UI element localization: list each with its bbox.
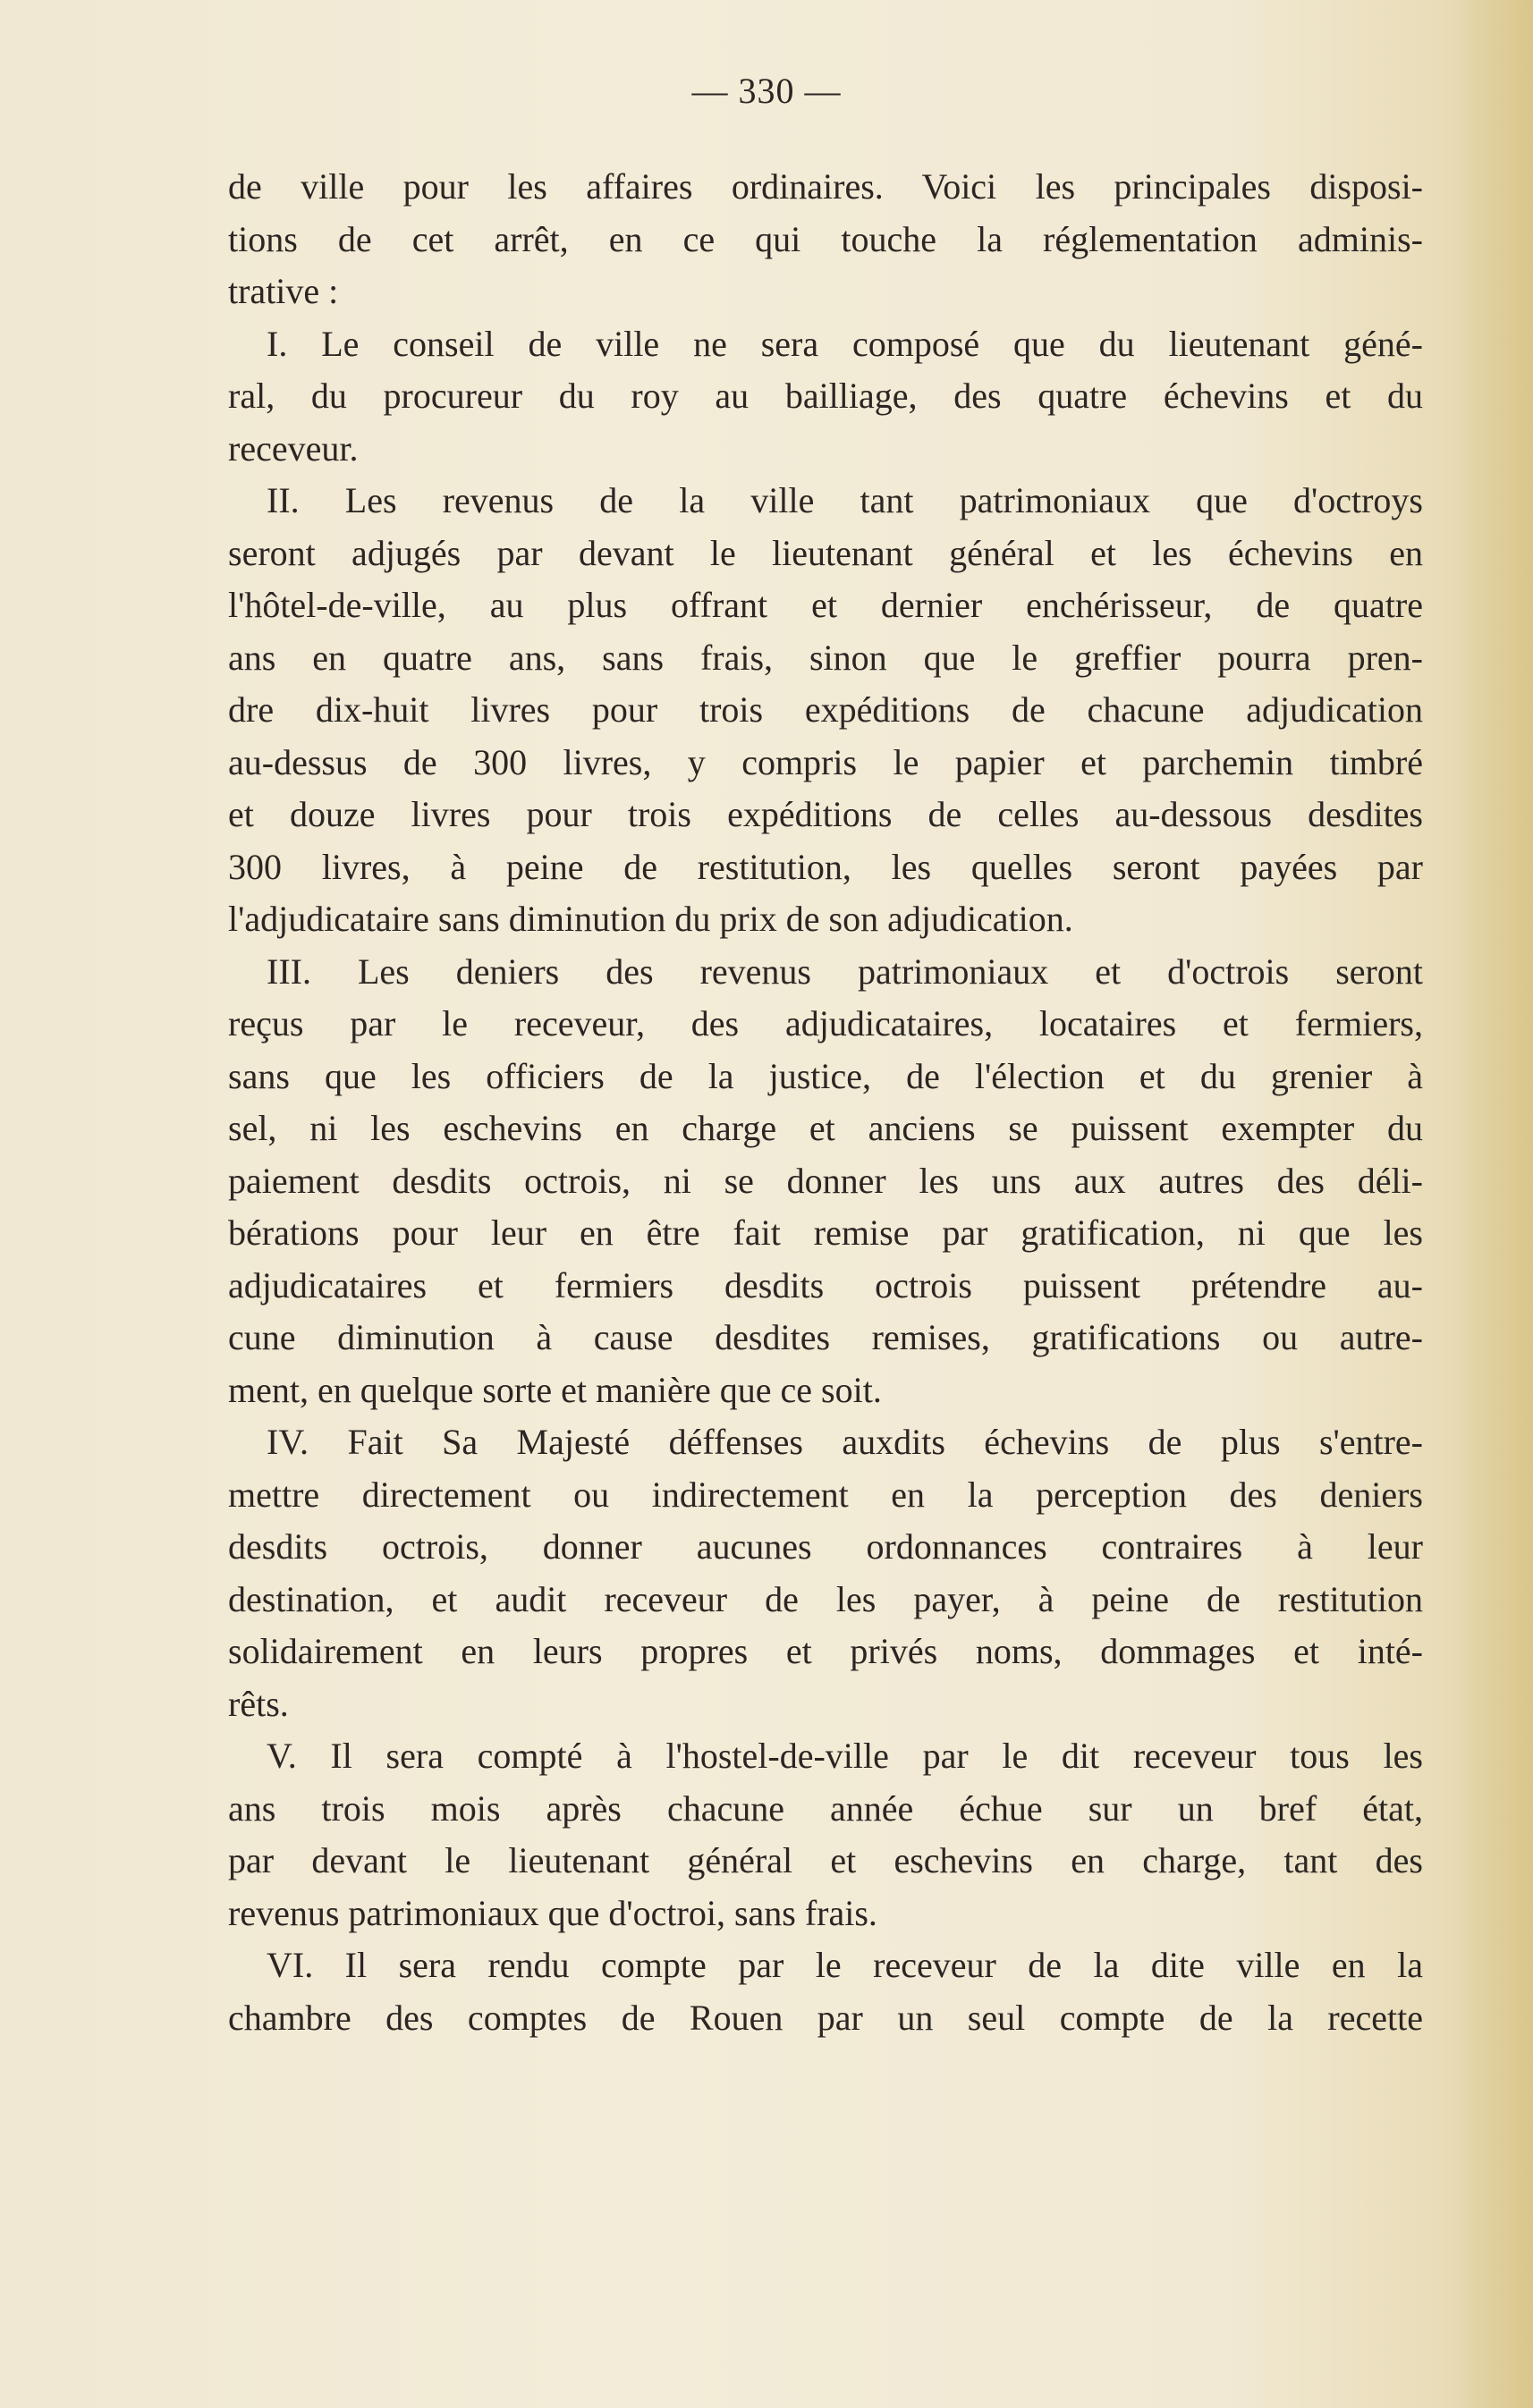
text-line: sans que les officiers de la justice, de l'élection et du grenier à — [228, 1055, 1423, 1096]
text-line: au-dessus de 300 livres, y compris le papier et parchemin timbré — [228, 741, 1423, 782]
text-line: solidairement en leurs propres et privés noms, dommages et inté- — [228, 1631, 1423, 1671]
text-line: cune diminution à cause desdites remises, gratifications ou autre- — [228, 1317, 1423, 1357]
text-line: trative : — [228, 271, 339, 311]
text-line: adjudicataires et fermiers desdits octrois puissent prétendre au- — [228, 1264, 1423, 1305]
text-line: V. Il sera compté à l'hostel-de-ville par le dit receveur tous les — [267, 1736, 1423, 1776]
text-line: VI. Il sera rendu compte par le receveur de la dite ville en la — [267, 1945, 1423, 1985]
text-line: receveur. — [228, 427, 359, 469]
text-line: et douze livres pour trois expéditions de celles au-dessous desdites — [228, 794, 1423, 834]
text-line: l'hôtel-de-ville, au plus offrant et dernier enchérisseur, de quatre — [228, 585, 1423, 625]
text-line: ment, en quelque sorte et manière que ce soit. — [228, 1369, 882, 1410]
text-line: reçus par le receveur, des adjudicataires, locataires et fermiers, — [228, 1003, 1423, 1043]
page-edge-discoloration — [1453, 0, 1533, 2408]
text-line: IV. Fait Sa Majesté déffenses auxdits échevins de plus s'entre- — [267, 1422, 1423, 1462]
text-line: de ville pour les affaires ordinaires. Voici les principales disposi- — [228, 166, 1423, 207]
text-line: ans en quatre ans, sans frais, sinon que le greffier pourra pren- — [228, 637, 1423, 678]
text-line: ral, du procureur du roy au bailliage, des quatre échevins et du — [228, 376, 1423, 416]
text-line: 300 livres, à peine de restitution, les quelles seront payées par — [228, 846, 1423, 887]
text-line: mettre directement ou indirectement en la perception des deniers — [228, 1474, 1423, 1515]
text-line: ans trois mois après chacune année échue sur un bref état, — [228, 1787, 1423, 1829]
text-line: bérations pour leur en être fait remise par gratification, ni que les — [228, 1212, 1423, 1253]
text-line: III. Les deniers des revenus patrimoniaux et d'octrois seront — [267, 951, 1423, 992]
text-line: I. Le conseil de ville ne sera composé que du lieutenant géné- — [267, 323, 1423, 364]
text-line: seront adjugés par devant le lieutenant général et les échevins en — [228, 532, 1423, 573]
text-line: revenus patrimoniaux que d'octroi, sans frais. — [228, 1892, 877, 1933]
text-line: tions de cet arrêt, en ce qui touche la réglementation adminis- — [228, 218, 1423, 259]
text-line: chambre des comptes de Rouen par un seul compte de la recette — [228, 1997, 1423, 2038]
text-line: sel, ni les eschevins en charge et anciens se puissent exempter du — [228, 1108, 1423, 1148]
body-text — [228, 161, 1423, 2044]
text-line: par devant le lieutenant général et eschevins en charge, tant des — [228, 1840, 1423, 1880]
text-line: destination, et audit receveur de les payer, à peine de restitution — [228, 1578, 1423, 1619]
page-number: — 330 — — [691, 71, 842, 111]
text-line: rêts. — [228, 1683, 289, 1724]
text-line: l'adjudicataire sans diminution du prix de son adjudication. — [228, 899, 1073, 939]
text-line: dre dix-huit livres pour trois expéditions de chacune adjudication — [228, 689, 1423, 730]
text-line: II. Les revenus de la ville tant patrimoniaux que d'octroys — [267, 480, 1423, 520]
text-line: paiement desdits octrois, ni se donner les uns aux autres des déli- — [228, 1160, 1423, 1201]
text-line: desdits octrois, donner aucunes ordonnances contraires à leur — [228, 1526, 1423, 1567]
